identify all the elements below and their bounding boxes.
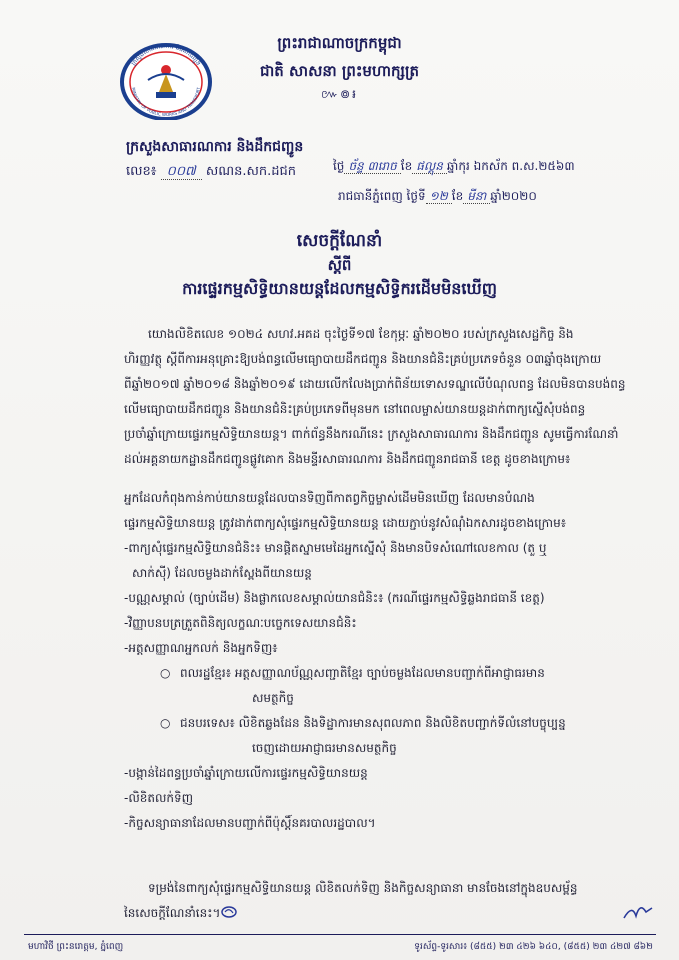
paragraph-line: ផ្ទេរកម្មសិទ្ធិយានយន្ត ត្រូវដាក់ពាក្យសុំផ្ទេរកម្មសិទ្ធិយានយន្ត ដោយភ្ជាប់នូវសំណុំឯកសារដូចខាងក្រោម៖: [124, 516, 566, 530]
ref-number-handwritten: ០០៧: [161, 164, 202, 180]
sub-item-text: អត្តសញ្ញាណប័ណ្ណសញ្ជាតិខ្មែរ ច្បាប់ចម្លងដែលមានបញ្ជាក់ពីអាជ្ញាធរមាន: [234, 666, 545, 680]
paragraph-requirements: [124, 486, 644, 536]
list-item: -បង្កាន់ដៃពន្ធប្រចាំឆ្នាំក្រោយលើការផ្ទេរកម្មសិទ្ធិយានយន្ត: [124, 766, 368, 780]
paragraph-line: ទម្រង់នៃពាក្យសុំផ្ទេរកម្មសិទ្ធិយានយន្ត លិខិតលក់ទិញ និងកិច្ចសន្យាធានា មានចែងនៅក្នុងឧបសម្ព័ន្ធ: [148, 881, 578, 895]
date-year: ឆ្នាំ២០២០: [490, 189, 537, 203]
ministry-name: ក្រសួងសាធារណការ និងដឹកជញ្ជូន: [126, 139, 304, 155]
document-title-about: ស្តីពី: [327, 256, 352, 274]
list-item: -ពាក្យសុំផ្ទេរកម្មសិទ្ធិយានជំនិះ៖ មានផ្តិតស្នាមមេដៃអ្នកស្នើសុំ និងមានបិទសំណៅលេខកាល (តួ ឬ: [124, 541, 547, 555]
lunar-year: ឆ្នាំកុរ ឯកស័ក ព.ស.២៥៦៣: [446, 159, 575, 173]
sub-item-text-continued: សមត្ថកិច្ច: [252, 691, 294, 705]
initial-mark-icon: [220, 905, 238, 919]
document-subject: ការផ្ទេរកម្មសិទ្ធិយានយន្តដែលកម្មសិទ្ធិករដើមមិនឃើញ: [182, 279, 497, 298]
footer-address: មហាវិថី ព្រះនរោត្តម, ភ្នំពេញ: [28, 942, 124, 952]
ref-suffix: សណន.សក.ដជក: [205, 164, 296, 179]
sub-item-text: លិខិតឆ្លងដែន និងទិដ្ឋាការមានសុពលភាព និងលិខិតបញ្ជាក់ទីលំនៅបច្ចុប្បន្ន: [238, 716, 566, 730]
paragraph-line: យោងលិខិតលេខ ១០២៤ សហវ.អគដ ចុះថ្ងៃទី១៧ ខែកុម្ភៈ ឆ្នាំ២០២០ របស់ក្រសួងសេដ្ឋកិច្ច និង: [148, 327, 574, 341]
footer-divider: [24, 934, 656, 935]
signature-mark-icon: [620, 898, 656, 924]
bullet-icon: ○: [160, 716, 171, 730]
logo-text-top: ក្រសួងសាធារណការ និងដឹកជញ្ជូន: [130, 42, 202, 67]
sub-list-item: [124, 711, 654, 761]
date-month: មីនា: [463, 189, 490, 204]
logo-text-bottom: MINISTRY OF PUBLIC WORKS AND TRANSPORT: [130, 87, 201, 118]
paragraph-reference: [124, 322, 644, 472]
ministry-logo-icon: [116, 40, 216, 120]
list-item: -កិច្ចសន្យាធានាដែលមានបញ្ជាក់ពីប៉ុស្តិ៍នគរបាលរដ្ឋបាល។: [124, 816, 376, 830]
document-list: [124, 536, 654, 836]
list-item-continued: សាក់ស៊ី) ដែលចម្លងដាក់ស្ពែងពីយានយន្ត: [132, 566, 312, 580]
ref-prefix: លេខ៖: [126, 164, 157, 179]
paragraph-line: លើមធ្យោបាយដឹកជញ្ជូន និងយានជំនិះគ្រប់ប្រភេទពីមុនមក នៅពេលម្ចាស់យានយន្តដាក់ពាក្យស្នើសុំបង់ពន្ធ: [124, 402, 586, 416]
list-item: -បណ្ណសម្គាល់ (ច្បាប់ដើម) និងផ្លាកលេខសម្គាល់យានជំនិះ៖ (ករណីផ្ទេរកម្មសិទ្ធិឆ្លងរាជធានី ខេត្ត): [124, 591, 545, 605]
national-motto: ជាតិ សាសនា ព្រះមហាក្សត្រ: [260, 62, 419, 80]
sub-item-label: ពលរដ្ឋខ្មែរ៖: [180, 666, 231, 680]
month-label: ខែ: [451, 189, 464, 203]
sub-item-label: ជនបរទេស៖: [180, 716, 235, 730]
lunar-date-line: [333, 158, 575, 176]
paragraph-line: ហិរញ្ញវត្ថុ ស្តីពីការអនុគ្រោះឱ្យបង់ពន្ធលើមធ្យោបាយដឹកជញ្ជូន និងយានជំនិះគ្រប់ប្រភេទចំនួន ០៣ឆ្នាំចុងក្រោយ: [124, 352, 602, 366]
reference-number: [126, 163, 296, 182]
list-item: -លិខិតលក់ទិញ: [124, 791, 194, 805]
paragraph-line: ដល់អគ្គនាយកដ្ឋានដឹកជញ្ជូនផ្លូវគោក និងមន្ទីរសាធារណការ និងដឹកជញ្ជូនរាជធានី ខេត្ត ដូចខាងក្រោម៖: [124, 452, 571, 466]
ornament-divider: ៚៙៛: [321, 87, 358, 101]
sub-list-item: [124, 661, 654, 711]
list-item: -អត្តសញ្ញាណអ្នកលក់ និងអ្នកទិញ៖: [124, 641, 278, 655]
paragraph-line: ប្រចាំឆ្នាំក្រោយផ្ទេរកម្មសិទ្ធិយានយន្ត។ ពាក់ព័ន្ធនឹងករណីនេះ ក្រសួងសាធារណការ និងដឹកជញ្ជូន សូមធ្វើការណែនាំ: [124, 427, 619, 441]
sub-item-text-continued: ចេញដោយអាជ្ញាធរមានសមត្ថកិច្ច: [252, 741, 397, 755]
paragraph-line: ពីឆ្នាំ២០១៧ ឆ្នាំ២០១៨ និងឆ្នាំ២០១៩ ដោយលើកលែងប្រាក់ពិន័យទោសទណ្ឌលើបំណុលពន្ធ ដែលមិនបានបង់ពន្ធ: [124, 377, 626, 391]
paragraph-annex: [124, 876, 644, 926]
kingdom-heading: ព្រះរាជាណាចក្រកម្ពុជា: [277, 34, 402, 52]
document-title: សេចក្តីណែនាំ: [296, 231, 383, 251]
gregorian-date-line: [338, 188, 537, 206]
lunar-prefix: ថ្ងៃ: [333, 159, 345, 173]
lunar-month-label: ខែ: [400, 159, 413, 173]
paragraph-line: នៃសេចក្តីណែនាំនេះ។: [124, 906, 221, 920]
lunar-day: ច័ន្ទ ៣រោច: [344, 159, 400, 174]
list-item: -វិញ្ញាបនបត្រត្រួតពិនិត្យលក្ខណៈបច្ចេកទេសយានជំនិះ: [124, 616, 357, 630]
lunar-month: ផល្គុន: [412, 159, 447, 174]
bullet-icon: ○: [160, 666, 171, 680]
place-prefix: រាជធានីភ្នំពេញ ថ្ងៃទី: [338, 189, 426, 203]
footer-phone: ទូរស័ព្ទ-ទូរសារ៖ (៨៥៥) ២៣ ៤២៦ ៦៤០, (៨៥៥) ២៣ ៤២៧ ៨៦២: [414, 942, 653, 952]
paragraph-line: អ្នកដែលកំពុងកាន់កាប់យានយន្តដែលបានទិញពីកាតព្វកិច្ចម្ចាស់ដើមមិនឃើញ ដែលមានបំណង: [124, 491, 535, 505]
date-day: ១២: [426, 189, 452, 204]
